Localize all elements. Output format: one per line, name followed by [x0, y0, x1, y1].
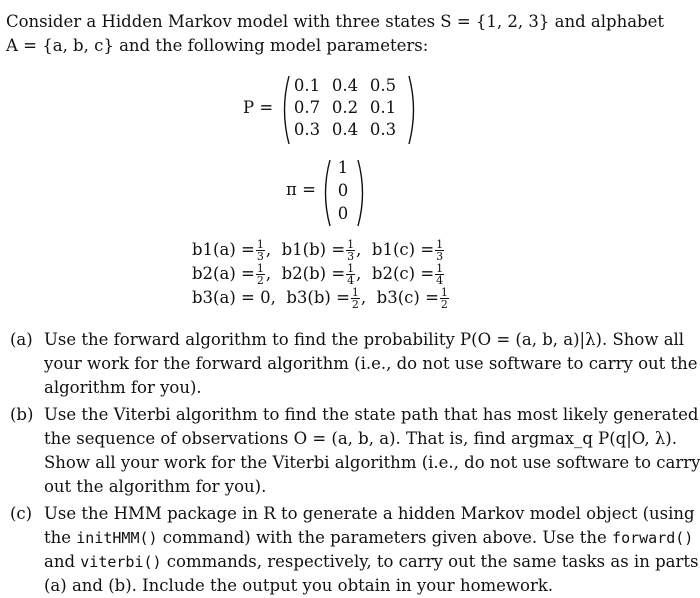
part-a-line: algorithm for you). — [44, 378, 202, 397]
part-a-line: your work for the forward algorithm (i.e., do not use software to carry out the — [44, 354, 698, 373]
fraction: $\frac{1}{4}$ — [436, 262, 444, 287]
emission-lhs: b3(c) = — [376, 288, 439, 307]
code-viterbi: viterbi() — [80, 553, 162, 571]
matrix-label: P = — [243, 98, 274, 117]
part-b-line: Use the Viterbi algorithm to find the state path that has most likely generated — [44, 405, 699, 424]
part-c-line: the initHMM() command) with the parameters given above. Use the forward() — [44, 528, 694, 547]
emission-row: b2(a) = $\frac{1}{2}$ , b2(b) = $\frac{1}{4}$ , b2(c) = $\frac{1}{4}$ — [192, 262, 444, 287]
matrix-cell: 0.7 — [293, 98, 321, 117]
part-a-line: Use the forward algorithm to find the probability P(O = (a, b, a)|λ). Show all — [44, 330, 685, 349]
part-b-text — [44, 403, 700, 499]
matrix-cell: 0.4 — [331, 120, 359, 139]
vector-cell: 0 — [337, 204, 349, 223]
part-c-line: Use the HMM package in R to generate a hidden Markov model object (using — [44, 504, 695, 523]
emission-lhs: b2(c) = — [371, 264, 435, 283]
intro-line-2: A = {a, b, c} and the following model parameters: — [6, 36, 429, 55]
part-b-line: out the algorithm for you). — [44, 477, 267, 496]
matrix-cell: 0.4 — [331, 76, 359, 95]
fraction: $\frac{1}{2}$ — [351, 286, 359, 311]
emission-lhs: b1(a) = — [192, 240, 255, 259]
fraction: $\frac{1}{3}$ — [436, 238, 444, 263]
part-b-line: Show all your work for the Viterbi algorithm (i.e., do not use software to carry — [44, 453, 700, 472]
emission-lhs: b2(b) = — [281, 264, 346, 283]
fraction: $\frac{1}{2}$ — [256, 262, 264, 287]
emission-lhs: b2(a) = — [192, 264, 255, 283]
right-paren — [356, 158, 368, 228]
fraction: $\frac{1}{2}$ — [440, 286, 448, 311]
emission-lhs: b1(b) = — [281, 240, 346, 259]
pi-label: π = — [286, 180, 316, 199]
fraction: $\frac{1}{4}$ — [347, 262, 355, 287]
emission-row: b1(a) = $\frac{1}{3}$ , b1(b) = $\frac{1}{3}$ , b1(c) = $\frac{1}{3}$ — [192, 238, 444, 263]
part-b-line: the sequence of observations O = (a, b, a). That is, find argmax_q P(q|O, λ). — [44, 429, 677, 448]
matrix-cell: 0.3 — [369, 120, 397, 139]
emission-lhs: b3(a) = 0, — [192, 288, 276, 307]
part-a-text — [44, 328, 698, 400]
matrix-cell: 0.3 — [293, 120, 321, 139]
code-forward: forward() — [612, 529, 694, 547]
part-c-line: (a) and (b). Include the output you obtain in your homework. — [44, 576, 554, 595]
fraction: $\frac{1}{3}$ — [256, 238, 264, 263]
matrix-cell: 0.2 — [331, 98, 359, 117]
part-a-tag: (a) — [10, 330, 33, 349]
code-initHMM: initHMM() — [76, 529, 158, 547]
right-paren — [407, 74, 419, 146]
matrix-cell: 0.1 — [293, 76, 321, 95]
intro-line-1: Consider a Hidden Markov model with three states S = {1, 2, 3} and alphabet — [6, 12, 665, 31]
emission-lhs: b3(b) = — [286, 288, 350, 307]
part-c-text — [44, 502, 699, 598]
part-b-tag: (b) — [10, 405, 34, 424]
matrix-cell: 0.5 — [369, 76, 397, 95]
part-c-line: and viterbi() commands, respectively, to carry out the same tasks as in parts — [44, 552, 699, 571]
emission-lhs: b1(c) = — [371, 240, 435, 259]
part-c-tag: (c) — [10, 504, 33, 523]
emission-row: b3(a) = 0, b3(b) = $\frac{1}{2}$ , b3(c) = $\frac{1}{2}$ — [192, 286, 448, 311]
matrix-cell: 0.1 — [369, 98, 397, 117]
intro-paragraph — [6, 10, 672, 58]
vector-cell: 1 — [337, 158, 349, 177]
fraction: $\frac{1}{3}$ — [347, 238, 355, 263]
vector-cell: 0 — [337, 181, 349, 200]
